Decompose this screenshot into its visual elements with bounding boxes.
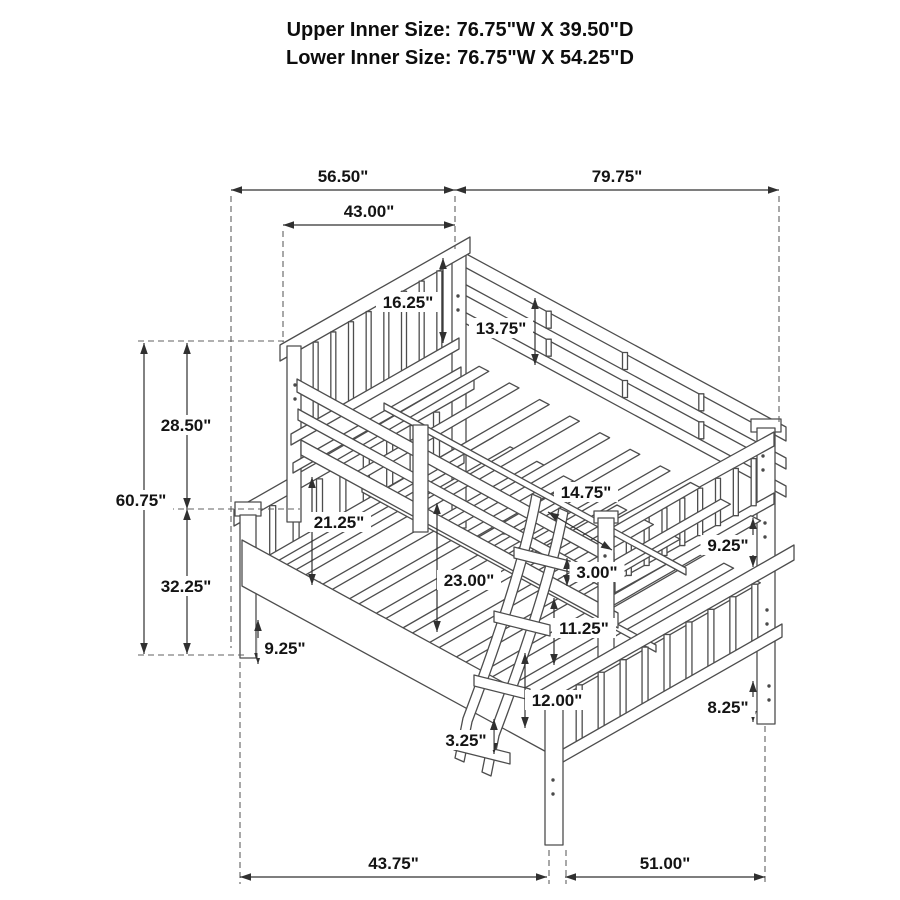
dimension-rail-gap [563,558,624,586]
lower-footboard-spindle [620,660,626,717]
bolt-hole [763,535,766,538]
upper-headboard-spindle [384,301,389,381]
dimension-label: 9.25" [707,536,749,555]
lower-inner-size-text: Lower Inner Size: 76.75"W X 54.25"D [286,47,634,69]
back-rail-connector [699,422,704,439]
back-rail-connector [546,339,551,356]
lower-footboard-spindle [752,584,758,641]
bolt-hole [456,294,459,297]
bolt-hole [761,454,764,457]
upper-front-right-post [598,518,614,660]
dimension-label: 3.00" [576,563,618,582]
dimension-label: 23.00" [443,571,495,590]
dimension-label: 60.75" [115,491,167,510]
lower-footboard-spindle [664,635,670,692]
dimension-label: 14.75" [560,483,612,502]
dimension-label: 13.75" [475,319,527,338]
lower-footboard-spindle [730,597,736,654]
bolt-hole [763,521,766,524]
back-rail-connector [623,381,628,398]
bolt-hole [456,308,459,311]
dimension-label: 8.25" [707,698,749,717]
dimension-label: 79.75" [591,167,643,186]
bolt-hole [767,698,770,701]
back-rail-connector [623,353,628,370]
upper-inner-size-text: Upper Inner Size: 76.75"W X 39.50"D [286,19,634,41]
bolt-hole [551,792,554,795]
dimension-label: 28.50" [160,416,212,435]
dimension-label: 9.25" [264,639,306,658]
upper-guard-mid-post [413,425,428,532]
back-rail-connector [546,311,551,328]
lower-footboard-spindle [686,622,692,679]
lower-footboard-front-post [545,695,563,845]
dimension-label: 32.25" [160,577,212,596]
bolt-hole [603,554,606,557]
lower-footboard-spindle [708,609,714,666]
upper-headboard-spindle [348,322,353,401]
bolt-hole [765,608,768,611]
upper-headboard-spindle [366,312,371,391]
dimension-label: 51.00" [639,854,691,873]
bolt-hole [551,778,554,781]
bolt-hole [293,383,296,386]
dimension-label: 16.25" [382,293,434,312]
dimension-label: 3.25" [445,731,487,750]
dimension-label: 43.75" [368,854,419,873]
lower-footboard-spindle [598,672,604,729]
lower-footboard-spindle [642,647,648,704]
dimension-label: 56.50" [317,167,369,186]
bolt-hole [767,684,770,687]
back-rail-connector [699,394,704,411]
dimension-label: 43.00" [343,202,395,221]
dimension-label: 21.25" [313,513,365,532]
dimension-label: 12.00" [531,691,583,710]
bolt-hole [761,468,764,471]
upper-footboard-spindle [733,468,738,515]
bolt-hole [293,397,296,400]
upper-footboard-spindle [751,459,756,506]
dimension-label: 11.25" [559,619,609,638]
upper-headboard-spindle [313,342,318,421]
bolt-hole [765,622,768,625]
